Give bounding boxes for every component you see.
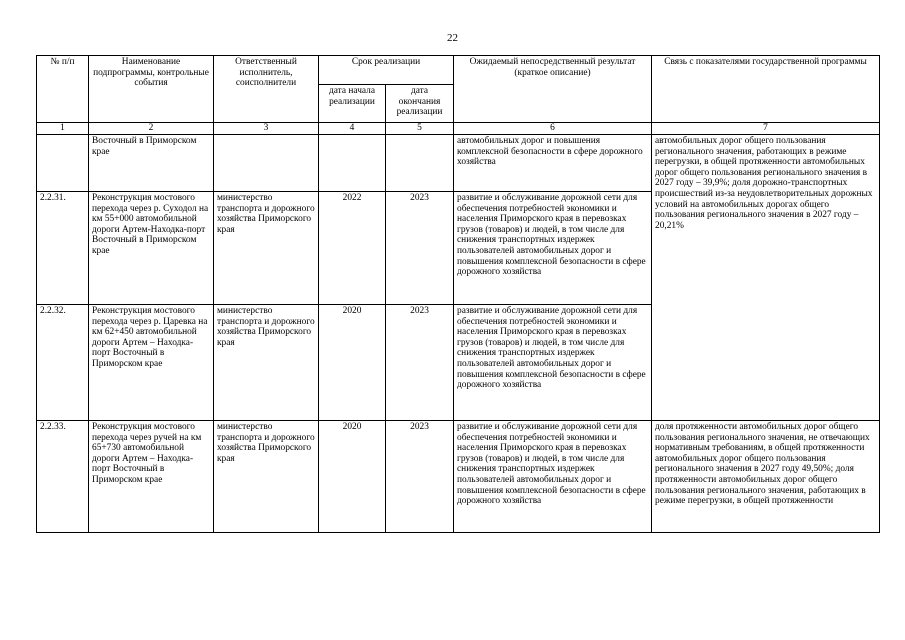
header-executor: Ответственный исполнитель, соисполнители: [214, 56, 319, 123]
cell-end: 2023: [386, 192, 454, 305]
header-link: Связь с показателями государственной программы: [652, 56, 880, 123]
header-num: № п/п: [37, 56, 89, 123]
cell-name: Реконструкция мостового перехода через ручей на км 65+730 автомобильной дороги Артем – Находка-порт Восточный в Приморском крае: [89, 421, 214, 533]
cell-name: Восточный в Приморском крае: [89, 135, 214, 192]
cell-name: Реконструкция мостового перехода через р. Суходол на км 55+000 автомобильной дороги Артем-Находка-порт Восточный в Приморском крае: [89, 192, 214, 305]
cell-result: развитие и обслуживание дорожной сети для обеспечения потребностей экономики и населения Приморского края в перевозках грузов (товаров) и людей, в том числе для снижения транспортных издержек пользователей автомобильных дорог и повышения комплексной безопасности в сфере дорожного хозяйства: [454, 192, 652, 305]
cell-executor: министерство транспорта и дорожного хозяйства Приморского края: [214, 305, 319, 421]
column-index: 5: [386, 123, 454, 135]
cell-num: 2.2.31.: [37, 192, 89, 305]
cell-end: 2023: [386, 421, 454, 533]
cell-executor: [214, 135, 319, 192]
cell-link: доля протяженности автомобильных дорог общего пользования регионального значения, не отвечающих нормативным требованиям, в общей протяженности автомобильных дорог общего пользования регионального значения в 2027 году 49,50%; доля протяженности автомобильных дорог общего пользования регионального значения, работающих в режиме перегрузки, в общей протяженности: [652, 421, 880, 533]
cell-num: 2.2.32.: [37, 305, 89, 421]
column-index: 7: [652, 123, 880, 135]
column-index: 6: [454, 123, 652, 135]
cell-num: 2.2.33.: [37, 421, 89, 533]
table-row: [37, 421, 880, 533]
header-end: дата окончания реализации: [386, 85, 454, 123]
column-index: 4: [319, 123, 386, 135]
header-period: Срок реализации: [319, 56, 454, 85]
header-result: Ожидаемый непосредственный результат (краткое описание): [454, 56, 652, 123]
header-start: дата начала реализации: [319, 85, 386, 123]
cell-start: 2020: [319, 421, 386, 533]
column-index: 3: [214, 123, 319, 135]
cell-end: 2023: [386, 305, 454, 421]
cell-executor: министерство транспорта и дорожного хозяйства Приморского края: [214, 421, 319, 533]
column-index: 2: [89, 123, 214, 135]
cell-executor: министерство транспорта и дорожного хозяйства Приморского края: [214, 192, 319, 305]
cell-start: 2022: [319, 192, 386, 305]
column-index: 1: [37, 123, 89, 135]
cell-result: развитие и обслуживание дорожной сети для обеспечения потребностей экономики и населения Приморского края в перевозках грузов (товаров) и людей, в том числе для снижения транспортных издержек пользователей автомобильных дорог и повышения комплексной безопасности в сфере дорожного хозяйства: [454, 305, 652, 421]
cell-result: автомобильных дорог и повышения комплексной безопасности в сфере дорожного хозяйства: [454, 135, 652, 192]
program-table: [36, 55, 880, 533]
cell-result: развитие и обслуживание дорожной сети для обеспечения потребностей экономики и населения Приморского края в перевозках грузов (товаров) и людей, в том числе для снижения транспортных издержек пользователей автомобильных дорог и повышения комплексной безопасности в сфере дорожного хозяйства: [454, 421, 652, 533]
cell-start: [319, 135, 386, 192]
table-row-continuation: [37, 135, 880, 192]
header-name: Наименование подпрограммы, контрольные события: [89, 56, 214, 123]
cell-end: [386, 135, 454, 192]
column-index-row: [37, 123, 880, 135]
page-number: 22: [447, 32, 458, 44]
cell-start: 2020: [319, 305, 386, 421]
cell-link: автомобильных дорог общего пользования регионального значения, работающих в режиме перегрузки, в общей протяженности автомобильных дорог общего пользования регионального значения в 2027 году – 39,9%; доля дорожно-транспортных происшествий из-за неудовлетворительных дорожных условий на автомобильных дорогах общего пользования регионального значения в 2027 году – 20,21%: [652, 135, 880, 421]
cell-num: [37, 135, 89, 192]
cell-name: Реконструкция мостового перехода через р. Царевка на км 62+450 автомобильной дороги Артем – Находка-порт Восточный в Приморском крае: [89, 305, 214, 421]
